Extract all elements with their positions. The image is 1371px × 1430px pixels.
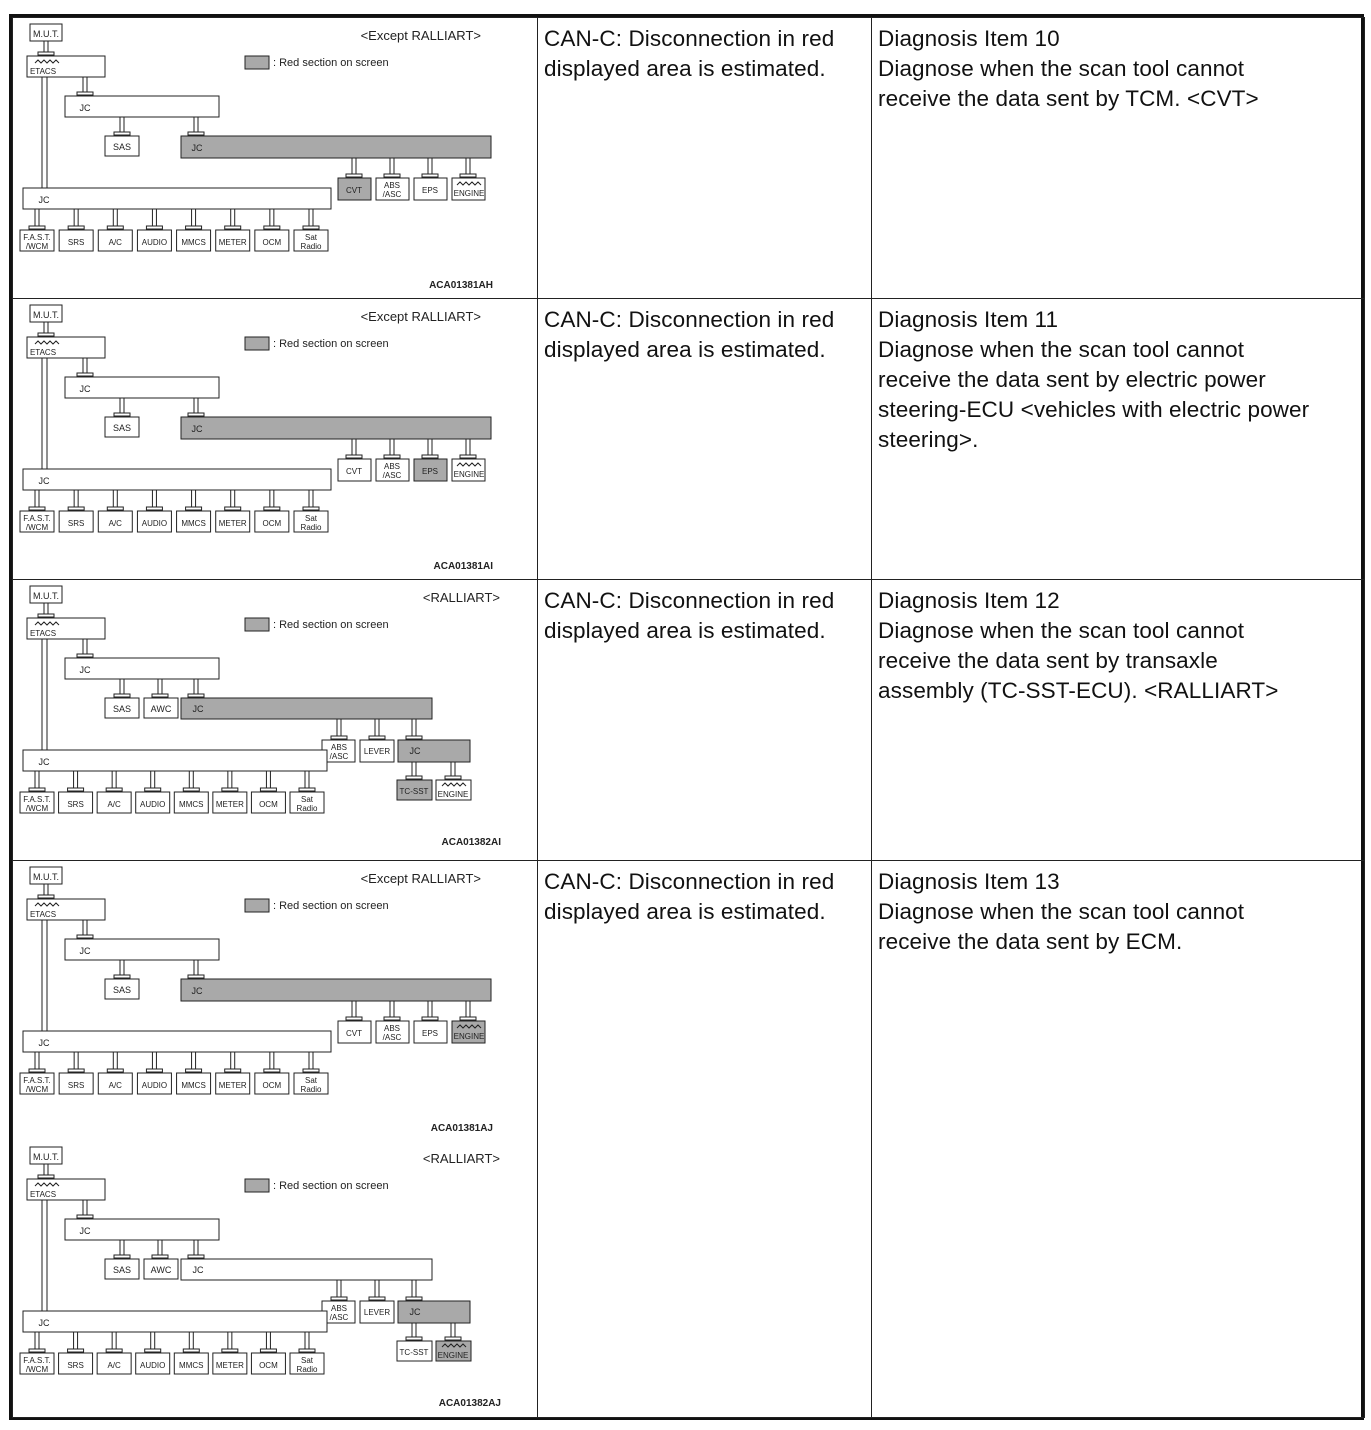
mut-connector-plate xyxy=(38,52,54,55)
description-line: Diagnose when the scan tool cannot xyxy=(878,56,1245,81)
lower-jc-box xyxy=(23,750,327,771)
cause-line-1: CAN-C: Disconnection in red xyxy=(544,307,835,332)
eps-connector-plate xyxy=(422,1017,438,1020)
body-module-label: AUDIO xyxy=(140,1361,166,1370)
body-module-label: Sat xyxy=(304,1076,318,1085)
jc-upper-connector-plate xyxy=(188,975,204,978)
body-module-connector-plate xyxy=(225,1069,241,1072)
body-module-connector-plate xyxy=(106,788,122,791)
upper-jc-label: JC xyxy=(192,704,204,714)
body-module-connector-plate xyxy=(183,1349,199,1352)
legend-label: : Red section on screen xyxy=(273,1180,389,1192)
body-module-connector-plate xyxy=(299,1349,315,1352)
lever-connector-plate xyxy=(369,736,385,739)
can-network-diagram xyxy=(13,299,537,579)
etacs-label: ETACS xyxy=(29,910,57,919)
body-module-label: METER xyxy=(218,1081,247,1090)
body-module-connector-plate xyxy=(183,788,199,791)
table-row xyxy=(13,18,1365,299)
etacs-jc-connector-plate xyxy=(77,1215,93,1218)
engine-label: ENGINE xyxy=(437,1351,469,1360)
engine-connector-plate xyxy=(460,1017,476,1020)
body-module-label: AUDIO xyxy=(141,1081,168,1090)
awc-label: AWC xyxy=(150,1265,172,1275)
body-module-connector-plate xyxy=(264,1069,280,1072)
jc-label: JC xyxy=(79,103,91,113)
upper-jc-box xyxy=(181,698,432,719)
body-module-connector-plate xyxy=(107,1069,123,1072)
can-network-diagram xyxy=(13,580,537,860)
description-line: receive the data sent by ECM. xyxy=(878,929,1183,954)
abs-label: /ASC xyxy=(329,1313,349,1322)
cvt-label: CVT xyxy=(346,186,362,195)
figure-ref: ACA01381AJ xyxy=(430,1123,493,1134)
diagnosis-title: Diagnosis Item 10 xyxy=(878,26,1060,51)
legend-swatch-fill xyxy=(245,56,269,69)
body-module-connector-plate xyxy=(260,1349,276,1352)
mut-connector-plate xyxy=(38,1175,54,1178)
cause-line-2: displayed area is estimated. xyxy=(544,618,826,643)
can-network-diagram xyxy=(13,18,537,298)
body-module-connector-plate xyxy=(222,788,238,791)
body-module-label: F.A.S.T. xyxy=(23,795,51,804)
body-module-label: Sat xyxy=(300,795,314,804)
upper-jc-box xyxy=(181,417,491,439)
can-network-diagram xyxy=(13,1141,537,1417)
body-module-connector-plate xyxy=(68,1349,84,1352)
awc-connector-plate xyxy=(152,694,168,697)
sub-jc-label: JC xyxy=(409,746,421,756)
diagnosis-table xyxy=(12,17,1365,1418)
sas-connector-plate xyxy=(114,1255,130,1258)
upper-jc-label: JC xyxy=(191,986,203,996)
body-module-label: METER xyxy=(215,1361,244,1370)
abs-label: /ASC xyxy=(329,752,349,761)
eps-connector-plate xyxy=(422,455,438,458)
legend-label: : Red section on screen xyxy=(273,619,389,631)
upper-jc-box xyxy=(181,136,491,158)
engine-connector-plate xyxy=(445,776,461,779)
body-module-label: METER xyxy=(218,238,247,247)
table-row xyxy=(13,299,1365,580)
body-module-label: SRS xyxy=(67,800,84,809)
legend-label: : Red section on screen xyxy=(273,900,389,912)
mut-label: M.U.T. xyxy=(33,29,59,39)
jc-upper-connector-plate xyxy=(188,1255,204,1258)
body-module-connector-plate xyxy=(186,507,202,510)
cvt-connector-plate xyxy=(346,455,362,458)
cause-cell xyxy=(538,299,872,580)
eps-label: EPS xyxy=(421,186,439,195)
body-module-label: SRS xyxy=(67,238,85,247)
cause-line-1: CAN-C: Disconnection in red xyxy=(544,26,835,51)
eps-label: EPS xyxy=(421,1029,439,1038)
body-module-connector-plate xyxy=(107,226,123,229)
lower-jc-label: JC xyxy=(38,1038,50,1048)
sas-label: SAS xyxy=(112,1265,132,1275)
body-module-label: /WCM xyxy=(25,1365,49,1374)
variant-label: <RALLIART> xyxy=(422,590,500,605)
description-line: assembly (TC-SST-ECU). <RALLIART> xyxy=(878,678,1279,703)
etacs-jc-connector-plate xyxy=(77,92,93,95)
body-module-connector-plate xyxy=(29,507,45,510)
body-module-label: F.A.S.T. xyxy=(23,1356,51,1365)
figure-ref: ACA01381AI xyxy=(433,561,493,572)
body-module-label: OCM xyxy=(259,1361,278,1370)
lower-jc-box xyxy=(23,188,331,209)
sas-connector-plate xyxy=(114,694,130,697)
eps-label: EPS xyxy=(421,467,439,476)
tcsst-label: TC-SST xyxy=(399,787,429,796)
abs-label: /ASC xyxy=(382,190,402,199)
body-module-label: /WCM xyxy=(25,1085,49,1094)
body-module-connector-plate xyxy=(146,507,162,510)
diagnosis-title: Diagnosis Item 12 xyxy=(878,588,1060,613)
body-module-connector-plate xyxy=(225,507,241,510)
sas-connector-plate xyxy=(114,413,130,416)
body-module-connector-plate xyxy=(68,507,84,510)
diagnosis-title: Diagnosis Item 13 xyxy=(878,869,1060,894)
body-module-connector-plate xyxy=(264,507,280,510)
jc-label: JC xyxy=(79,665,91,675)
abs-connector-plate xyxy=(384,1017,400,1020)
body-module-label: /WCM xyxy=(25,523,49,532)
abs-connector-plate xyxy=(331,1297,347,1300)
body-module-label: Sat xyxy=(304,233,318,242)
description-cell xyxy=(872,861,1365,1418)
diagram-cell xyxy=(13,18,538,299)
jc-label: JC xyxy=(79,1226,91,1236)
body-module-label: F.A.S.T. xyxy=(23,1076,51,1085)
abs-connector-plate xyxy=(331,736,347,739)
figure-ref: ACA01382AJ xyxy=(438,1398,501,1409)
body-module-connector-plate xyxy=(29,1349,45,1352)
sas-connector-plate xyxy=(114,975,130,978)
sas-connector-plate xyxy=(114,132,130,135)
cause-line-2: displayed area is estimated. xyxy=(544,899,826,924)
engine-label: ENGINE xyxy=(453,1032,485,1041)
body-module-label: SRS xyxy=(67,1361,84,1370)
body-module-connector-plate xyxy=(222,1349,238,1352)
body-module-label: Radio xyxy=(296,804,318,813)
body-module-label: Radio xyxy=(296,1365,318,1374)
upper-jc-box xyxy=(181,1259,432,1280)
cause-line-1: CAN-C: Disconnection in red xyxy=(544,869,835,894)
body-module-connector-plate xyxy=(146,1069,162,1072)
abs-label: /ASC xyxy=(382,1033,402,1042)
lower-jc-box xyxy=(23,1311,327,1332)
lever-label: LEVER xyxy=(363,747,391,756)
body-module-label: MMCS xyxy=(179,1361,204,1370)
description-cell xyxy=(872,299,1365,580)
body-module-connector-plate xyxy=(303,226,319,229)
abs-label: ABS xyxy=(330,743,348,752)
body-module-label: AUDIO xyxy=(140,800,166,809)
lower-jc-label: JC xyxy=(38,757,50,767)
body-module-connector-plate xyxy=(145,1349,161,1352)
description-line: Diagnose when the scan tool cannot xyxy=(878,337,1245,362)
body-module-label: METER xyxy=(215,800,244,809)
cause-line-1: CAN-C: Disconnection in red xyxy=(544,588,835,613)
body-module-connector-plate xyxy=(68,226,84,229)
variant-label: <Except RALLIART> xyxy=(360,309,481,324)
etacs-label: ETACS xyxy=(29,67,57,76)
mut-connector-plate xyxy=(38,895,54,898)
sas-label: SAS xyxy=(112,423,132,433)
description-line: steering>. xyxy=(878,427,979,452)
cause-cell xyxy=(538,580,872,861)
cause-cell xyxy=(538,18,872,299)
description-line: receive the data sent by TCM. <CVT> xyxy=(878,86,1259,111)
cause-line-2: displayed area is estimated. xyxy=(544,337,826,362)
cvt-label: CVT xyxy=(346,1029,362,1038)
body-module-connector-plate xyxy=(264,226,280,229)
body-module-label: Sat xyxy=(304,514,318,523)
body-module-label: OCM xyxy=(262,519,282,528)
body-module-label: A/C xyxy=(108,1081,122,1090)
body-module-label: Radio xyxy=(300,242,322,251)
cause-cell xyxy=(538,861,872,1418)
cvt-label: CVT xyxy=(346,467,362,476)
engine-connector-plate xyxy=(460,455,476,458)
body-module-label: A/C xyxy=(107,800,121,809)
mut-connector-plate xyxy=(38,333,54,336)
body-module-label: OCM xyxy=(262,1081,282,1090)
description-line: Diagnose when the scan tool cannot xyxy=(878,899,1245,924)
body-module-label: A/C xyxy=(108,519,122,528)
body-module-connector-plate xyxy=(303,507,319,510)
cvt-connector-plate xyxy=(346,1017,362,1020)
body-module-connector-plate xyxy=(146,226,162,229)
legend-swatch-fill xyxy=(245,618,269,631)
jc-label: JC xyxy=(79,384,91,394)
body-module-connector-plate xyxy=(29,1069,45,1072)
legend-swatch-fill xyxy=(245,1179,269,1192)
cvt-connector-plate xyxy=(346,174,362,177)
body-module-connector-plate xyxy=(145,788,161,791)
upper-jc-label: JC xyxy=(192,1265,204,1275)
description-line: receive the data sent by electric power xyxy=(878,367,1266,392)
variant-label: <Except RALLIART> xyxy=(360,28,481,43)
mut-label: M.U.T. xyxy=(33,310,59,320)
lower-jc-label: JC xyxy=(38,1318,50,1328)
body-module-label: SRS xyxy=(67,1081,85,1090)
diagram-cell xyxy=(13,861,538,1418)
figure-ref: ACA01382AI xyxy=(441,837,501,848)
tcsst-label: TC-SST xyxy=(399,1348,429,1357)
mut-label: M.U.T. xyxy=(33,1152,59,1162)
abs-label: ABS xyxy=(383,181,401,190)
awc-connector-plate xyxy=(152,1255,168,1258)
upper-jc-label: JC xyxy=(191,424,203,434)
body-module-label: METER xyxy=(218,519,247,528)
body-module-label: Radio xyxy=(300,1085,322,1094)
abs-connector-plate xyxy=(384,455,400,458)
jc-upper-connector-plate xyxy=(188,132,204,135)
sas-label: SAS xyxy=(112,985,132,995)
body-module-label: AUDIO xyxy=(141,519,168,528)
sub-jc-label: JC xyxy=(409,1307,421,1317)
body-module-label: MMCS xyxy=(181,1081,206,1090)
legend-swatch-fill xyxy=(245,899,269,912)
abs-connector-plate xyxy=(384,174,400,177)
description-line: receive the data sent by transaxle xyxy=(878,648,1218,673)
etacs-label: ETACS xyxy=(29,1190,57,1199)
mut-label: M.U.T. xyxy=(33,591,59,601)
jc-label: JC xyxy=(79,946,91,956)
body-module-label: A/C xyxy=(108,238,122,247)
etacs-jc-connector-plate xyxy=(77,654,93,657)
lever-label: LEVER xyxy=(363,1308,391,1317)
tcsst-connector-plate xyxy=(406,776,422,779)
lower-jc-label: JC xyxy=(38,195,50,205)
lower-jc-box xyxy=(23,469,331,490)
engine-label: ENGINE xyxy=(453,470,485,479)
body-module-connector-plate xyxy=(260,788,276,791)
description-line: steering-ECU <vehicles with electric power xyxy=(878,397,1310,422)
abs-label: ABS xyxy=(383,462,401,471)
body-module-label: Radio xyxy=(300,523,322,532)
abs-label: /ASC xyxy=(382,471,402,480)
body-module-label: SRS xyxy=(67,519,85,528)
description-line: Diagnose when the scan tool cannot xyxy=(878,618,1245,643)
etacs-jc-connector-plate xyxy=(77,935,93,938)
variant-label: <RALLIART> xyxy=(422,1151,500,1166)
body-module-label: Sat xyxy=(300,1356,314,1365)
etacs-label: ETACS xyxy=(29,629,57,638)
jc-upper-connector-plate xyxy=(188,413,204,416)
body-module-connector-plate xyxy=(68,1069,84,1072)
body-module-label: /WCM xyxy=(25,242,49,251)
body-module-label: MMCS xyxy=(179,800,204,809)
body-module-label: F.A.S.T. xyxy=(23,514,51,523)
body-module-label: F.A.S.T. xyxy=(23,233,51,242)
lever-connector-plate xyxy=(369,1297,385,1300)
legend-label: : Red section on screen xyxy=(273,338,389,350)
engine-connector-plate xyxy=(460,174,476,177)
table-row xyxy=(13,861,1365,1418)
body-module-connector-plate xyxy=(106,1349,122,1352)
sas-label: SAS xyxy=(112,704,132,714)
body-module-connector-plate xyxy=(68,788,84,791)
engine-label: ENGINE xyxy=(437,790,469,799)
body-module-connector-plate xyxy=(107,507,123,510)
diagram-cell xyxy=(13,299,538,580)
figure-ref: ACA01381AH xyxy=(429,280,493,291)
body-module-label: OCM xyxy=(259,800,278,809)
abs-label: ABS xyxy=(330,1304,348,1313)
body-module-label: /WCM xyxy=(25,804,49,813)
awc-label: AWC xyxy=(150,704,172,714)
variant-label: <Except RALLIART> xyxy=(360,871,481,886)
description-cell xyxy=(872,580,1365,861)
body-module-connector-plate xyxy=(29,226,45,229)
body-module-label: MMCS xyxy=(181,519,206,528)
body-module-connector-plate xyxy=(303,1069,319,1072)
jc-upper-connector-plate xyxy=(188,694,204,697)
legend-label: : Red section on screen xyxy=(273,57,389,69)
body-module-label: MMCS xyxy=(181,238,206,247)
can-network-diagram xyxy=(13,861,537,1141)
body-module-connector-plate xyxy=(186,226,202,229)
diagram-cell xyxy=(13,580,538,861)
body-module-label: A/C xyxy=(107,1361,121,1370)
body-module-label: AUDIO xyxy=(141,238,168,247)
body-module-connector-plate xyxy=(186,1069,202,1072)
etacs-label: ETACS xyxy=(29,348,57,357)
sas-label: SAS xyxy=(112,142,132,152)
eps-connector-plate xyxy=(422,174,438,177)
cause-line-2: displayed area is estimated. xyxy=(544,56,826,81)
abs-label: ABS xyxy=(383,1024,401,1033)
mut-connector-plate xyxy=(38,614,54,617)
legend-swatch-fill xyxy=(245,337,269,350)
lower-jc-label: JC xyxy=(38,476,50,486)
body-module-connector-plate xyxy=(299,788,315,791)
upper-jc-box xyxy=(181,979,491,1001)
mut-label: M.U.T. xyxy=(33,872,59,882)
body-module-label: OCM xyxy=(262,238,282,247)
upper-jc-label: JC xyxy=(191,143,203,153)
etacs-jc-connector-plate xyxy=(77,373,93,376)
tcsst-connector-plate xyxy=(406,1337,422,1340)
body-module-connector-plate xyxy=(225,226,241,229)
engine-label: ENGINE xyxy=(453,189,485,198)
lower-jc-box xyxy=(23,1031,331,1052)
body-module-connector-plate xyxy=(29,788,45,791)
diagnosis-title: Diagnosis Item 11 xyxy=(878,307,1059,332)
engine-connector-plate xyxy=(445,1337,461,1340)
sub-jc-connector-plate xyxy=(406,736,422,739)
description-cell xyxy=(872,18,1365,299)
sub-jc-connector-plate xyxy=(406,1297,422,1300)
table-row xyxy=(13,580,1365,861)
